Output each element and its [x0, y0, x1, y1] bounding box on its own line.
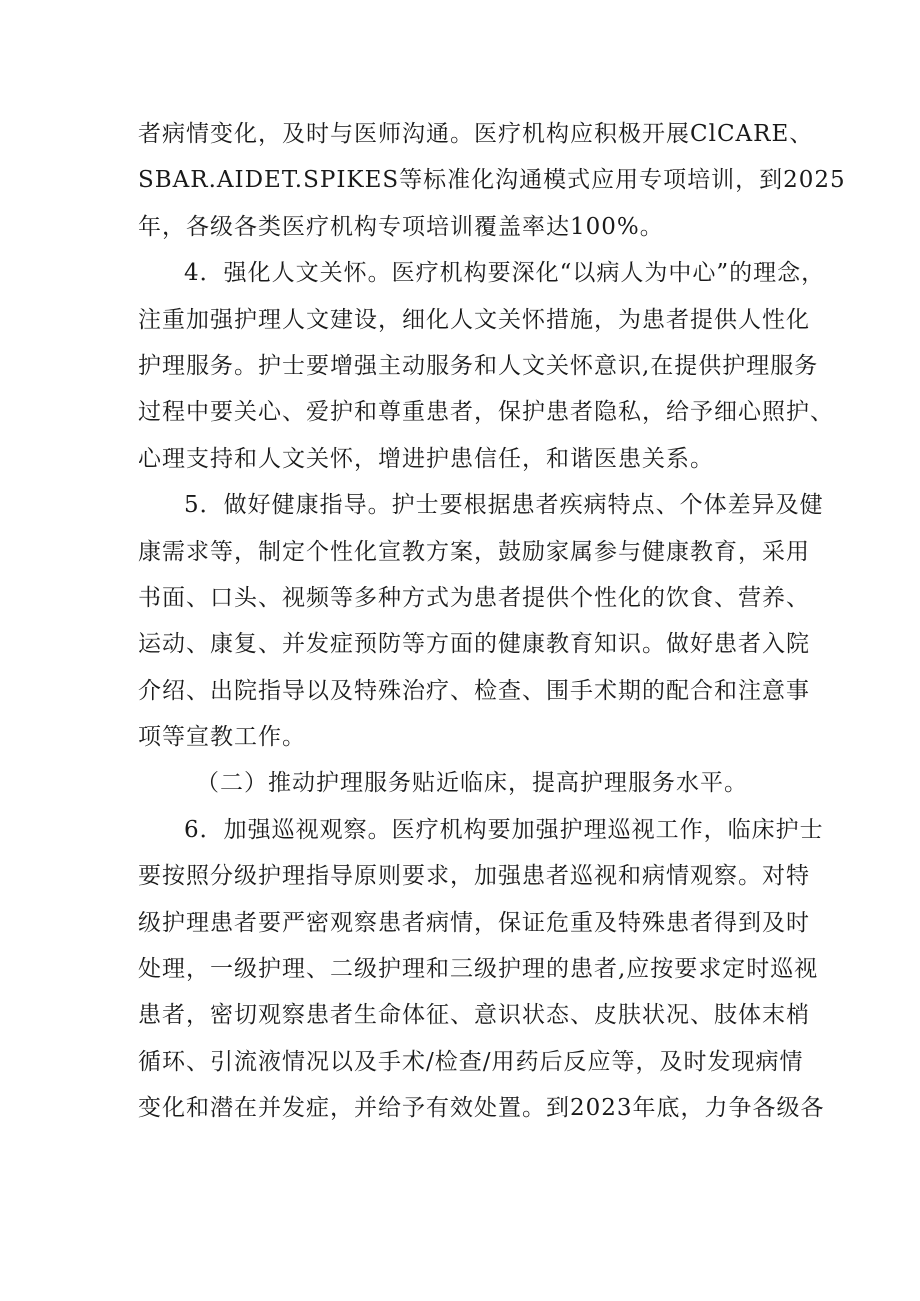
text-line: 循环、引流液情况以及手术/检查/用药后反应等，及时发现病情	[138, 1048, 804, 1075]
paragraph-4-start: 4．强化人文关怀。医疗机构要深化“以病人为中心”的理念，	[184, 260, 826, 287]
paragraph-5-start: 5．做好健康指导。护士要根据患者疾病特点、个体差异及健	[184, 492, 824, 519]
text-line: 变化和潜在并发症，并给予有效处置。到2023年底，力争各级各	[138, 1095, 825, 1122]
text-line: 康需求等，制定个性化宣教方案，鼓励家属参与健康教育，采用	[138, 538, 810, 565]
text-line: 介绍、出院指导以及特殊治疗、检查、围手术期的配合和注意事	[138, 677, 810, 704]
body-text	[138, 111, 846, 1132]
text-line: 处理，一级护理、二级护理和三级护理的患者,应按要求定时巡视	[138, 956, 819, 983]
section-heading: （二）推动护理服务贴近临床，提高护理服务水平。	[196, 770, 748, 797]
text-line: 心理支持和人文关怀，增进护患信任，和谐医患关系。	[138, 445, 714, 472]
text-line: 运动、康复、并发症预防等方面的健康教育知识。做好患者入院	[138, 631, 810, 658]
paragraph-6-start: 6．加强巡视观察。医疗机构要加强护理巡视工作，临床护士	[184, 816, 824, 843]
text-line: 书面、口头、视频等多种方式为患者提供个性化的饮食、营养、	[138, 584, 810, 611]
text-line: 过程中要关心、爱护和尊重患者，保护患者隐私，给予细心照护、	[138, 399, 834, 426]
text-line: 者病情变化，及时与医师沟通。医疗机构应积极开展ClCARE、	[138, 121, 814, 147]
text-line: SBAR.AIDET.SPIKES等标准化沟通模式应用专项培训，到2025	[138, 167, 846, 194]
text-line: 注重加强护理人文建设，细化人文关怀措施，为患者提供人性化	[138, 306, 810, 333]
text-line: 患者，密切观察患者生命体征、意识状态、皮肤状况、肢体末梢	[138, 1002, 810, 1029]
text-line: 护理服务。护士要增强主动服务和人文关怀意识,在提供护理服务	[138, 352, 819, 379]
text-line: 项等宣教工作。	[138, 724, 306, 751]
text-line: 级护理患者要严密观察患者病情，保证危重及特殊患者得到及时	[138, 909, 810, 936]
text-line: 年，各级各类医疗机构专项培训覆盖率达100%。	[138, 213, 664, 240]
text-line: 要按照分级护理指导原则要求，加强患者巡视和病情观察。对特	[138, 863, 810, 890]
